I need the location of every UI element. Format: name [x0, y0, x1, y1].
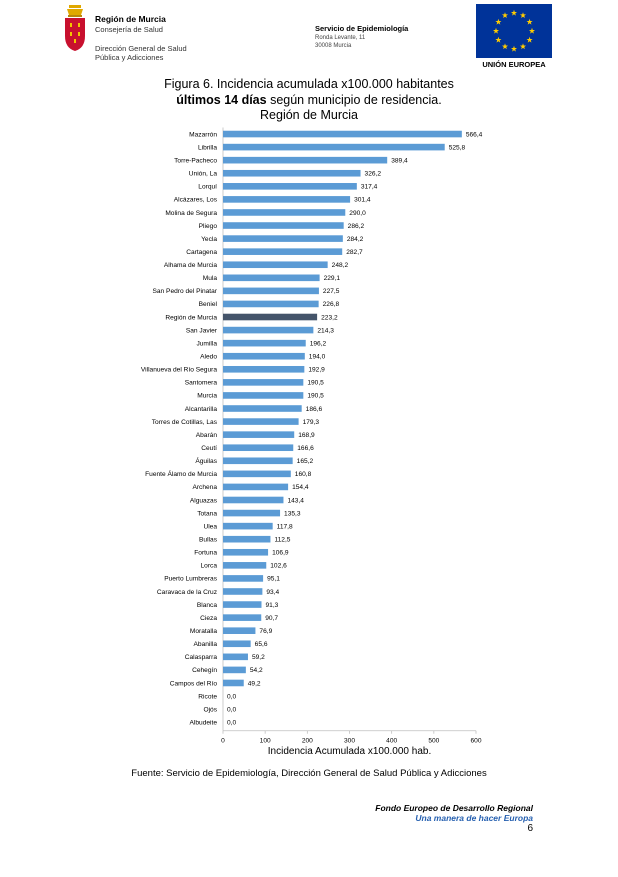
category-label: San Javier — [185, 327, 217, 335]
bar-value-label: 282,7 — [346, 248, 363, 256]
org-directorate-line2: Pública y Adicciones — [95, 53, 164, 62]
bar — [223, 497, 283, 504]
category-label: Ojós — [203, 706, 217, 714]
bar — [223, 183, 357, 190]
bar-value-label: 301,4 — [354, 196, 371, 204]
category-label: Beniel — [198, 301, 217, 309]
category-label: Cieza — [200, 614, 217, 622]
category-label: Villanueva del Río Segura — [140, 366, 217, 374]
bar — [223, 654, 248, 661]
bar-value-label: 186,6 — [305, 405, 323, 413]
category-label: Alhama de Murcia — [163, 262, 217, 270]
bar — [223, 314, 317, 321]
category-label: Región de Murcia — [165, 314, 217, 322]
bar-value-label: 91,3 — [265, 601, 279, 609]
bar-value-label: 229,1 — [323, 275, 341, 283]
footer-motto: Una manera de hacer Europa — [415, 813, 533, 823]
category-label: Ricote — [198, 693, 217, 701]
bar — [223, 275, 320, 282]
bar-value-label: 65,6 — [254, 641, 268, 649]
category-label: Alcázares, Los — [173, 196, 217, 204]
bar-value-label: 93,4 — [266, 588, 280, 596]
category-label: Totana — [197, 510, 217, 518]
bar — [223, 327, 313, 334]
bar-value-label: 286,2 — [347, 222, 365, 230]
bar-value-label: 317,4 — [360, 183, 378, 191]
bar — [223, 222, 344, 229]
category-label: Jumilla — [196, 340, 217, 348]
bar — [223, 431, 294, 438]
category-label: Fuente Álamo de Murcia — [145, 471, 217, 479]
category-label: Abarán — [195, 431, 217, 439]
eu-label: UNIÓN EUROPEA — [482, 60, 546, 69]
bar — [223, 144, 445, 151]
bar-value-label: 194,0 — [308, 353, 326, 361]
bar-value-label: 95,1 — [267, 575, 280, 583]
figure-title-line3: Región de Murcia — [260, 108, 358, 122]
bar — [223, 131, 462, 138]
figure-source: Fuente: Servicio de Epidemiología, Dirección General de Salud Pública y Adicciones — [131, 768, 487, 779]
bar — [223, 614, 261, 621]
category-label: Campos del Río — [169, 680, 217, 688]
bar — [223, 288, 319, 295]
bar — [223, 209, 345, 216]
bar-value-label: 102,6 — [270, 562, 287, 570]
bar — [223, 157, 387, 164]
bar — [223, 261, 328, 268]
bar — [223, 627, 255, 634]
x-tick-label: 600 — [470, 737, 482, 745]
category-label: Aledo — [200, 353, 217, 361]
bar — [223, 549, 268, 556]
category-label: Caravaca de la Cruz — [156, 588, 217, 596]
service-address-line1: Ronda Levante, 11 — [315, 35, 366, 41]
figure-title-line1: Figura 6. Incidencia acumulada x100.000 habitantes — [164, 77, 454, 91]
category-label: Unión, La — [188, 170, 217, 178]
category-label: Mazarrón — [189, 131, 217, 139]
category-label: Archena — [192, 484, 217, 492]
category-label: Abanilla — [193, 641, 217, 649]
category-label: Torre-Pacheco — [174, 157, 217, 165]
category-label: Librilla — [197, 144, 217, 152]
bar-value-label: 76,9 — [259, 627, 273, 635]
bar-value-label: 106,9 — [272, 549, 289, 557]
footer-fund: Fondo Europeo de Desarrollo Regional — [375, 803, 533, 813]
bar — [223, 640, 251, 647]
category-label: Lorca — [200, 562, 217, 570]
bar-value-label: 112,5 — [274, 536, 291, 544]
category-label: Moratalla — [189, 627, 217, 635]
bar-value-label: 326,2 — [364, 170, 382, 178]
x-tick-label: 200 — [301, 737, 313, 745]
bar-value-label: 154,4 — [292, 484, 309, 492]
service-address-line2: 30008 Murcia — [315, 43, 352, 49]
bar-value-label: 59,2 — [251, 654, 265, 662]
figure-title-bold: últimos 14 días — [176, 93, 267, 107]
bar — [223, 471, 291, 478]
bar-value-label: 135,3 — [284, 510, 301, 518]
category-label: Yecla — [201, 235, 217, 243]
bar-value-label: 223,2 — [321, 314, 338, 322]
bar-value-label: 196,2 — [309, 340, 327, 348]
bar — [223, 575, 263, 582]
bar-value-label: 290,0 — [349, 209, 366, 217]
bar-value-label: 284,2 — [346, 235, 364, 243]
x-tick-label: 500 — [428, 737, 440, 745]
category-label: Blanca — [196, 601, 217, 609]
service-name: Servicio de Epidemiología — [315, 24, 409, 33]
bar-value-label: 54,2 — [249, 667, 263, 675]
bar-value-label: 190,5 — [307, 392, 324, 400]
figure-title-rest: según municipio de residencia. — [266, 93, 442, 107]
bar — [223, 418, 299, 425]
bar — [223, 196, 350, 203]
x-tick-label: 300 — [343, 737, 356, 745]
category-label: Lorquí — [198, 183, 217, 191]
bar-value-label: 525,8 — [448, 144, 466, 152]
category-label: Santomera — [184, 379, 217, 387]
bar — [223, 379, 303, 386]
bar — [223, 248, 342, 255]
x-axis-label: Incidencia Acumulada x100.000 hab. — [267, 746, 432, 757]
org-department: Consejería de Salud — [95, 25, 163, 34]
bar — [223, 392, 303, 399]
bar-value-label: 143,4 — [287, 497, 304, 505]
bar-value-label: 227,5 — [322, 288, 340, 296]
bar-value-label: 179,3 — [302, 418, 320, 426]
bar — [223, 235, 343, 242]
x-tick-label: 0 — [221, 737, 225, 745]
bar — [223, 510, 280, 517]
category-label: Ulea — [203, 523, 217, 531]
bar-value-label: 214,3 — [317, 327, 334, 335]
category-label: Calasparra — [184, 654, 217, 662]
bar-value-label: 160,8 — [294, 471, 312, 479]
category-label: Pliego — [198, 222, 217, 230]
bar-value-label: 190,5 — [307, 379, 324, 387]
category-label: San Pedro del Pinatar — [152, 288, 217, 296]
category-label: Bullas — [199, 536, 217, 544]
category-label: Albudeite — [189, 719, 217, 727]
category-label: Fortuna — [194, 549, 217, 557]
bar-value-label: 389,4 — [391, 157, 408, 165]
page-number: 6 — [527, 823, 533, 834]
bar — [223, 170, 361, 177]
org-directorate-line1: Dirección General de Salud — [95, 44, 187, 53]
bar — [223, 562, 266, 569]
category-label: Alcantarilla — [184, 405, 217, 413]
category-label: Murcia — [197, 392, 217, 400]
category-label: Cartagena — [186, 248, 217, 256]
bar-value-label: 117,8 — [276, 523, 293, 531]
category-label: Ceutí — [201, 445, 217, 453]
bar-value-label: 49,2 — [247, 680, 261, 688]
bar — [223, 457, 293, 464]
bar — [223, 680, 244, 687]
bar-value-label: 166,6 — [297, 445, 314, 453]
category-label: Torres de Cotillas, Las — [151, 418, 217, 426]
x-tick-label: 400 — [386, 737, 398, 745]
bar-value-label: 0,0 — [227, 706, 237, 714]
bar-value-label: 566,4 — [465, 131, 483, 139]
bar-value-label: 168,9 — [298, 431, 315, 439]
bar — [223, 588, 262, 595]
bar — [223, 523, 273, 530]
bar — [223, 366, 304, 373]
bar — [223, 353, 305, 360]
category-label: Cehegín — [192, 667, 217, 675]
bar-value-label: 90,7 — [265, 614, 279, 622]
category-label: Puerto Lumbreras — [164, 575, 217, 583]
bar — [223, 601, 261, 608]
category-label: Águilas — [195, 458, 217, 466]
category-label: Alguazas — [189, 497, 217, 505]
org-name: Región de Murcia — [95, 14, 166, 24]
bar — [223, 484, 288, 491]
bar-value-label: 226,8 — [322, 301, 340, 309]
bar — [223, 405, 302, 412]
bar-value-label: 165,2 — [296, 458, 314, 466]
bar-value-label: 248,2 — [331, 262, 349, 270]
bar — [223, 444, 293, 451]
bar — [223, 536, 270, 543]
x-tick-label: 100 — [259, 737, 271, 745]
category-label: Molina de Segura — [165, 209, 217, 217]
bar — [223, 667, 246, 674]
bar-value-label: 192,9 — [308, 366, 325, 374]
bar-value-label: 0,0 — [227, 693, 237, 701]
bar — [223, 340, 306, 347]
category-label: Mula — [202, 275, 217, 283]
bar-value-label: 0,0 — [227, 719, 237, 727]
bar — [223, 301, 319, 308]
